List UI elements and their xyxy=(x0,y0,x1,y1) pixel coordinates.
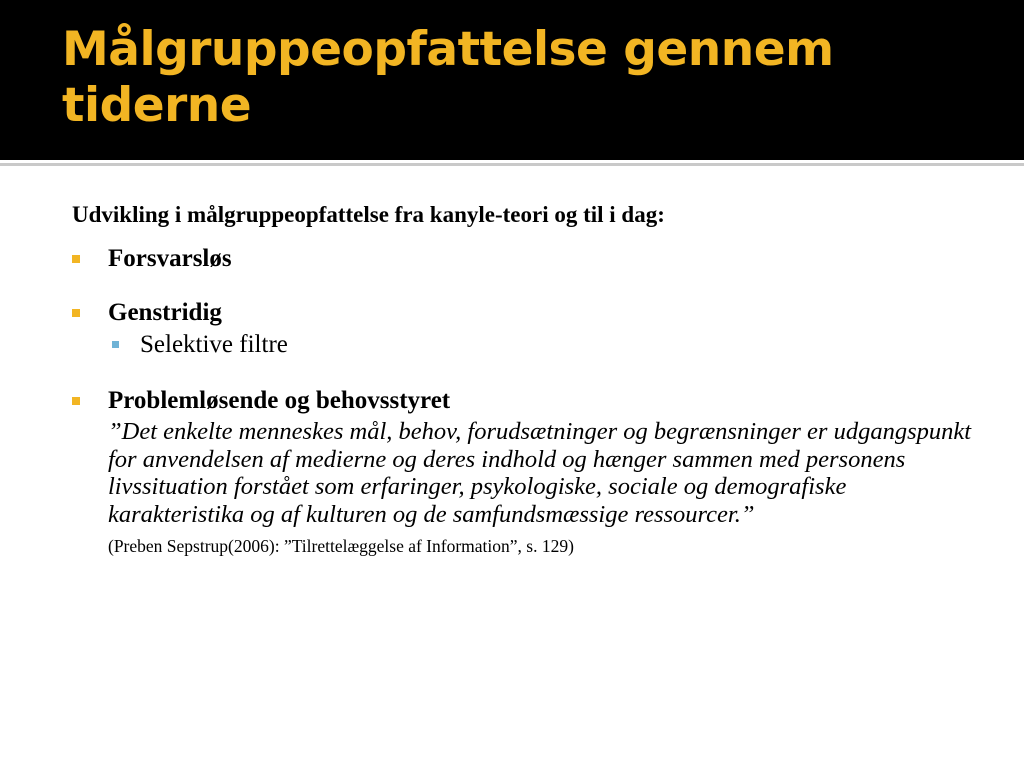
square-sub-bullet-icon xyxy=(112,341,119,348)
bullet-forsvarslos xyxy=(72,244,972,274)
title-bar xyxy=(0,0,1024,160)
quote-text: ”Det enkelte menneskes mål, behov, forudsætninger og begrænsninger er udgangspunkt for anvendelsen af medierne og deres indhold og hænger sammen med personens livssituation forstået som erfaringer, psykologiske, sociale og demografiske karakteristika og af kulturen og de samfundsmæssige ressourcer.” xyxy=(108,418,972,528)
intro-text: Udvikling i målgruppeopfattelse fra kanyle-teori og til i dag: xyxy=(72,202,665,227)
slide-content xyxy=(72,200,972,558)
bullet-problemlosende xyxy=(72,386,972,416)
title-divider xyxy=(0,163,1024,166)
bullet-label: Forsvarsløs xyxy=(108,245,232,272)
square-bullet-icon xyxy=(72,255,80,263)
citation-text: (Preben Sepstrup(2006): ”Tilrettelæggelse af Information”, s. 129) xyxy=(108,536,574,556)
bullet-label: Problemløsende og behovsstyret xyxy=(108,387,451,414)
bullet-label: Genstridig xyxy=(108,299,222,326)
square-bullet-icon xyxy=(72,397,80,405)
slide-title: Målgruppeopfattelse gennem tiderne xyxy=(62,22,834,133)
bullet-genstridig xyxy=(72,298,972,328)
sub-bullet-selektive-filtre xyxy=(72,330,972,360)
square-bullet-icon xyxy=(72,309,80,317)
sub-bullet-label: Selektive filtre xyxy=(140,331,288,358)
